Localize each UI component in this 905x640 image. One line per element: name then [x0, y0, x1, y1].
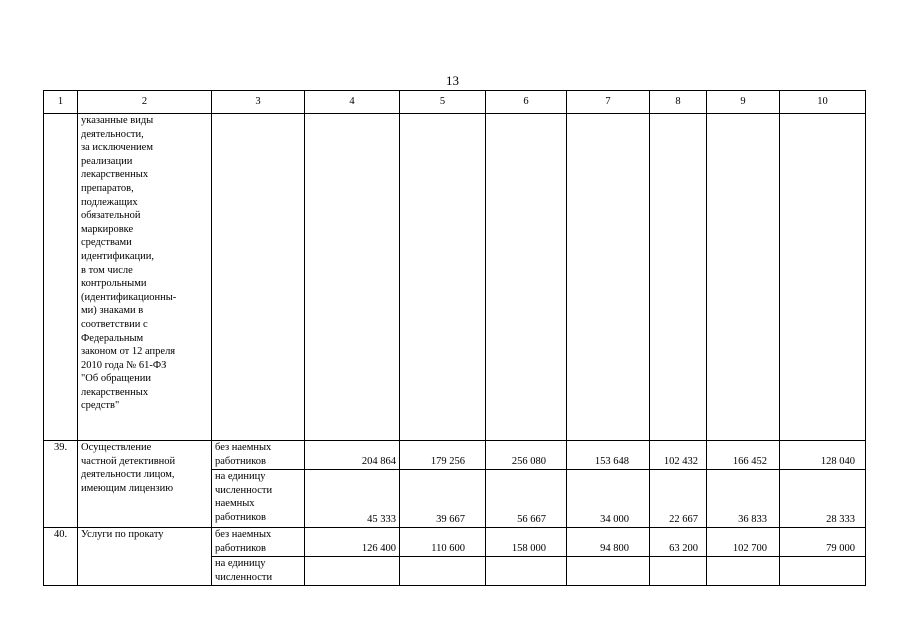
header-cell: 2 — [78, 91, 212, 114]
activity-name: Услуги по прокату — [78, 528, 212, 586]
value-cell: 34 000 — [567, 470, 650, 528]
empty-cell — [780, 114, 866, 441]
value-cell: 28 333 — [780, 470, 866, 528]
value-cell: 63 200 — [650, 528, 707, 557]
row-number: 40. — [44, 528, 78, 586]
header-cell: 4 — [305, 91, 400, 114]
value-cell: 102 700 — [707, 528, 780, 557]
empty-cell — [212, 114, 305, 441]
activity-name: Осуществление частной детективной деятельности лицом, имеющим лицензию — [78, 441, 212, 528]
table-row — [44, 441, 866, 470]
row-number-cell — [44, 114, 78, 441]
value-cell: 94 800 — [567, 528, 650, 557]
value-cell: 179 256 — [400, 441, 486, 470]
value-cell: 158 000 — [486, 528, 567, 557]
sub-row-label: без наемных работников — [212, 441, 305, 470]
value-cell: 102 432 — [650, 441, 707, 470]
header-cell: 8 — [650, 91, 707, 114]
header-cell: 10 — [780, 91, 866, 114]
header-cell: 9 — [707, 91, 780, 114]
empty-cell — [305, 114, 400, 441]
column-number-header — [44, 91, 866, 114]
empty-cell — [650, 114, 707, 441]
value-cell: 22 667 — [650, 470, 707, 528]
value-cell — [567, 557, 650, 586]
row-number: 39. — [44, 441, 78, 528]
value-cell — [650, 557, 707, 586]
value-cell: 166 452 — [707, 441, 780, 470]
value-cell — [707, 557, 780, 586]
sub-row-label: без наемных работников — [212, 528, 305, 557]
sub-row-label: на единицу численности — [212, 557, 305, 586]
value-cell: 204 864 — [305, 441, 400, 470]
value-cell — [780, 557, 866, 586]
table-row — [44, 528, 866, 557]
sub-row-label: на единицу численности наемных работников — [212, 470, 305, 528]
value-cell: 153 648 — [567, 441, 650, 470]
value-cell — [400, 557, 486, 586]
page-number: 13 — [446, 73, 459, 88]
continuation-row — [44, 114, 866, 441]
header-cell: 6 — [486, 91, 567, 114]
header-cell: 7 — [567, 91, 650, 114]
empty-cell — [486, 114, 567, 441]
value-cell: 79 000 — [780, 528, 866, 557]
empty-cell — [567, 114, 650, 441]
value-cell: 56 667 — [486, 470, 567, 528]
value-cell: 128 040 — [780, 441, 866, 470]
value-cell: 126 400 — [305, 528, 400, 557]
value-cell: 110 600 — [400, 528, 486, 557]
empty-cell — [400, 114, 486, 441]
header-cell: 3 — [212, 91, 305, 114]
value-cell — [305, 557, 400, 586]
value-cell: 45 333 — [305, 470, 400, 528]
value-cell — [486, 557, 567, 586]
value-cell: 39 667 — [400, 470, 486, 528]
tariff-table — [43, 90, 866, 586]
value-cell: 36 833 — [707, 470, 780, 528]
empty-cell — [707, 114, 780, 441]
header-cell: 5 — [400, 91, 486, 114]
header-cell: 1 — [44, 91, 78, 114]
activity-description: указанные виды деятельности, за исключением реализации лекарственных препаратов, подлежащих обязательной маркировке средствами идентификации, в том числе контрольными (идентификационны- ми) знаками в соответствии с Федеральным законом от 12 апреля 2010 года № 61-ФЗ "Об обращении лекарственных средств" — [78, 114, 212, 441]
value-cell: 256 080 — [486, 441, 567, 470]
